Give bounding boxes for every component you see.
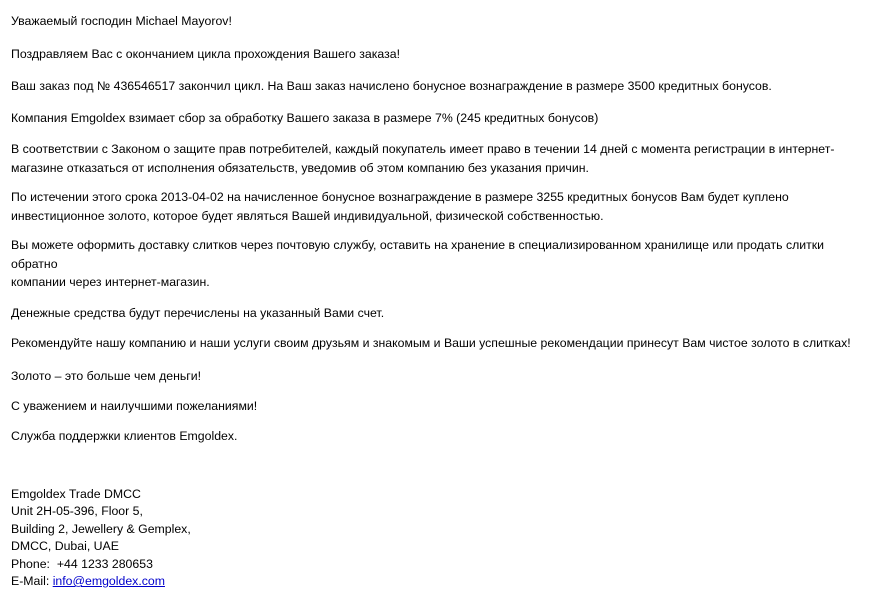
email-label: E-Mail: [11, 574, 50, 589]
address-line: Unit 2H-05-396, Floor 5, [11, 504, 143, 519]
company-signature [11, 486, 869, 590]
closing-regards: С уважением и наилучшими пожеланиями! [11, 399, 258, 413]
phone-label: Phone: [11, 556, 50, 571]
greeting-line: Уважаемый господин Michael Mayorov! [11, 14, 232, 28]
paragraph-line: компании через интернет-магазин. [11, 275, 210, 289]
email-link[interactable]: info@emgoldex.com [52, 574, 165, 589]
recommendation-paragraph: Рекомендуйте нашу компанию и наши услуги своим друзьям и знакомым и Ваши успешные рекомендации принесут Вам чистое золото в слитках! [11, 336, 851, 350]
paragraph-line: В соответствии с Законом о защите прав потребителей, каждый покупатель имеет право в течении 14 дней с момента регистрации в интернет- [11, 142, 835, 156]
paragraph-line: инвестиционное золото, которое будет являться Вашей индивидуальной, физической собственностью. [11, 208, 604, 223]
paragraph-line: По истечении этого срока 2013-04-02 на начисленное бонусное вознаграждение в размере 3255 кредитных бонусов Вам будет куплено [11, 190, 789, 204]
support-team-sign: Служба поддержки клиентов Emgoldex. [11, 428, 238, 443]
phone-number: +44 1233 280653 [56, 556, 153, 571]
fee-paragraph: Компания Emgoldex взимает сбор за обработку Вашего заказа в размере 7% (245 кредитных бонусов) [11, 110, 599, 125]
email-letter-body [11, 12, 869, 590]
email-line [11, 573, 869, 590]
address-line: DMCC, Dubai, UAE [11, 539, 119, 554]
address-line: Building 2, Jewellery & Gemplex, [11, 521, 191, 536]
delivery-options-paragraph [11, 236, 869, 292]
funds-transfer-paragraph: Денежные средства будут перечислены на указанный Вами счет. [11, 305, 385, 320]
company-name: Emgoldex Trade DMCC [11, 487, 141, 501]
order-completed-paragraph: Ваш заказ под № 436546517 закончил цикл. На Ваш заказ начислено бонусное вознаграждение в размере 3500 кредитных бонусов. [11, 79, 772, 93]
gold-slogan: Золото – это больше чем деньги! [11, 368, 202, 383]
phone-line [11, 556, 869, 573]
paragraph-line: Вы можете оформить доставку слитков через почтовую службу, оставить на хранение в специализированном хранилище или продать слитки обратно [11, 238, 825, 271]
consumer-rights-paragraph [11, 140, 869, 177]
gold-purchase-paragraph [11, 188, 869, 225]
paragraph-line: магазине отказаться от исполнения обязательств, уведомив об этом компанию без указания причин. [11, 160, 589, 175]
congratulation-paragraph: Поздравляем Вас с окончанием цикла прохождения Вашего заказа! [11, 46, 401, 61]
